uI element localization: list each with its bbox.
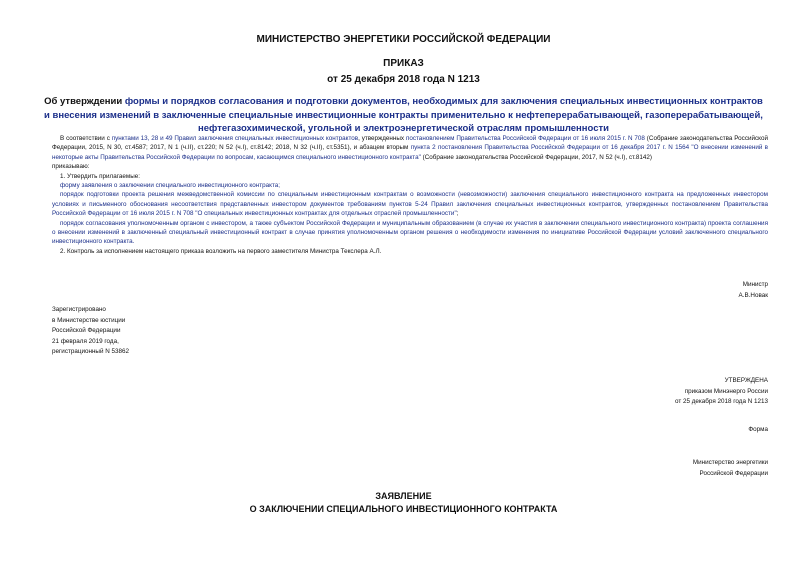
item-1-sub-3 — [52, 219, 768, 247]
preamble-link-rules[interactable]: пунктами 13, 28 и 49 Правил заключения специальных инвестиционных контрактов — [111, 135, 359, 142]
registration-block — [52, 305, 129, 358]
item-1-sub-2 — [52, 190, 768, 218]
preamble-text-4: (Собрание законодательства Российской Федерации, 2017, N 52 (ч.I), ст.8142) — [420, 153, 653, 161]
order-title-link[interactable]: формы и порядков согласования и подготовки документов, необходимых для заключения специальных инвестиционных контрактов и внесения изменений в заключенные специальные инвестиционные контракты применительно к нефтеперерабатывающей, газоперерабатывающей, нефтегазохимической, угольной и электроэнергетической отраслям промышленности — [44, 96, 763, 134]
item-1-sub-1-link[interactable]: форму заявления о заключении специального инвестиционного контракта; — [60, 182, 281, 190]
registration-line: Зарегистрировано — [52, 306, 106, 313]
order-body — [52, 134, 768, 256]
preamble-text-1: В соответствии с — [60, 135, 112, 142]
item-1-sub-2-link-rules[interactable]: пунктов 5-24 Правил заключения специальных инвестиционных контрактов, утвержденных постановлением Правительства Российской Федерации от 16 июля 2015 г. N 708 "О специальных инвестиционных контрактах для отдельных отраслей промышленности" — [52, 200, 768, 218]
approval-block — [675, 376, 768, 408]
order-date-number: от 25 декабря 2018 года N 1213 — [327, 74, 480, 85]
item-1: 1. Утвердить прилагаемые: — [60, 172, 140, 180]
addressee-line: Российской Федерации — [699, 469, 768, 477]
application-title-line-1: ЗАЯВЛЕНИЕ — [375, 491, 432, 501]
registration-line: в Министерстве юстиции — [52, 316, 126, 324]
approval-line: УТВЕРЖДЕНА — [724, 377, 768, 384]
preamble-paragraph — [52, 134, 768, 162]
application-title — [0, 490, 807, 515]
order-word: приказываю: — [52, 163, 90, 171]
preamble-link-resolution-1564[interactable]: пункта 2 постановления Правительства Российской Федерации от 16 декабря 2017 г. N 1564 "О внесении изменений в некоторые акты Правительства Российской Федерации по вопросам, касающимся специального инвестиционного контракта" — [52, 144, 769, 161]
signature-block — [739, 280, 768, 301]
addressee-block — [693, 458, 768, 479]
order-title-prefix: Об утверждении — [44, 96, 125, 107]
item-2: 2. Контроль за исполнением настоящего приказа возложить на первого заместителя Министра Текслера А.Л. — [60, 247, 382, 255]
application-title-line-2: О ЗАКЛЮЧЕНИИ СПЕЦИАЛЬНОГО ИНВЕСТИЦИОННОГО КОНТРАКТА — [249, 503, 558, 514]
item-1-sub-1 — [52, 181, 768, 190]
preamble-link-resolution-708[interactable]: постановлением Правительства Российской Федерации от 16 июля 2015 г. N 708 — [405, 135, 645, 142]
registration-line: 21 февраля 2019 года, — [52, 337, 119, 345]
signature-name: А.В.Новак — [738, 291, 768, 299]
registration-line: регистрационный N 53862 — [52, 348, 130, 355]
preamble-text-3: (Собрание законодательства Российской Федерации, 2015, N 30, ст.4587; 2017, N 1 (ч.II), ст.220; N 52 (ч.I), ст.8142; 2018, N 32 (ч.II), ст.5351), и абзацем вторым — [52, 135, 769, 152]
approval-line: от 25 декабря 2018 года N 1213 — [674, 398, 768, 405]
order-heading: ПРИКАЗ — [383, 58, 424, 69]
item-1-sub-2-end: ; — [456, 210, 459, 218]
addressee-line: Министерство энергетики — [692, 459, 768, 466]
form-label: Форма — [748, 426, 768, 433]
approval-line: приказом Минэнерго России — [684, 387, 768, 395]
order-title — [40, 95, 767, 136]
item-1-sub-3-link[interactable]: порядок согласования уполномоченным органом с инвестором, а также субъектом Российской Федерации и муниципальным образованием (в случае их участия в заключении специального инвестиционного контракта) проекта соглашения о внесении изменений в заключенный специальный инвестиционный контракт в случае принятия уполномоченным органом решения о необходимости изменения по инициативе Российской Федерации условий заключенного специального инвестиционного контракта. — [52, 219, 768, 246]
item-1-sub-2-link[interactable]: порядок подготовки проекта решения межведомственной комиссии по специальным инвестиционным контрактам о возможности (невозможности) заключения специального инвестиционного контракта на предложенных инвестором условиях и письменного обоснования несоответствия представленных инвестором документов требованиям — [52, 191, 768, 208]
registration-line: Российской Федерации — [52, 327, 121, 334]
ministry-heading: МИНИСТЕРСТВО ЭНЕРГЕТИКИ РОССИЙСКОЙ ФЕДЕРАЦИИ — [256, 34, 551, 45]
signature-position: Министр — [742, 281, 768, 288]
preamble-text-2: , утвержденных — [358, 135, 406, 142]
